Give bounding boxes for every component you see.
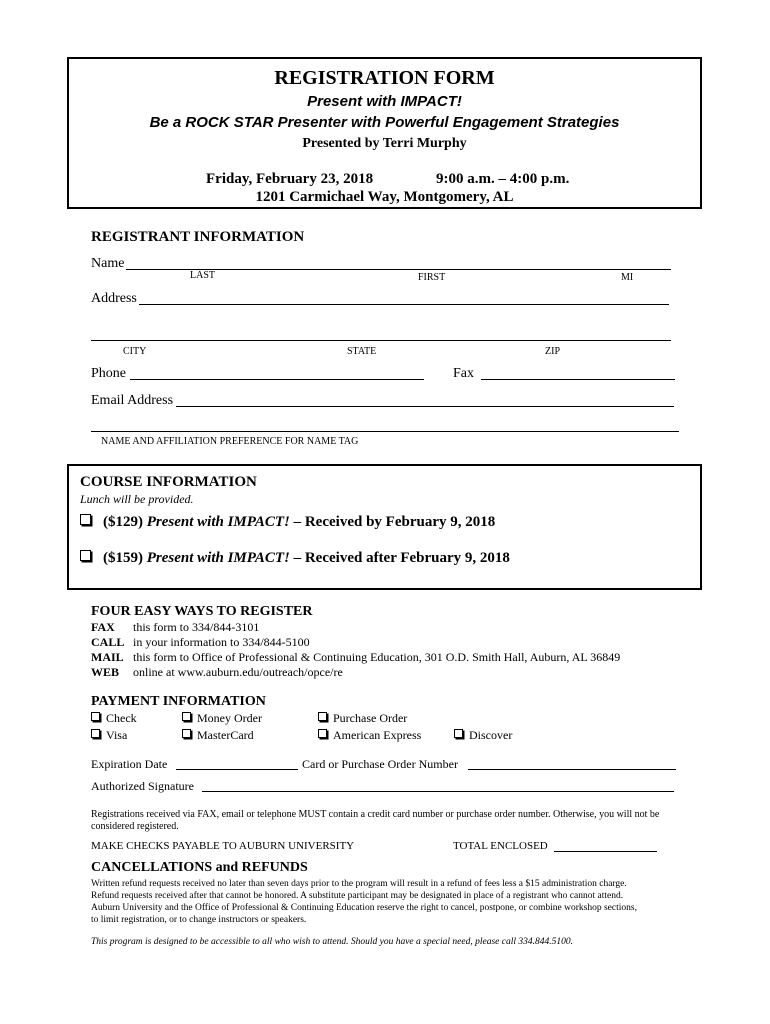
checkbox-icon[interactable]: [454, 729, 463, 738]
header-box: [67, 57, 702, 209]
checkbox-icon[interactable]: [182, 729, 191, 738]
checkbox-icon[interactable]: [318, 729, 327, 738]
zip-label: ZIP: [545, 346, 560, 357]
program-tagline: Be a ROCK STAR Presenter with Powerful Engagement Strategies: [149, 114, 620, 131]
policy-line: Written refund requests received no later than seven days prior to the program will result in a refund of fees less a $15 administration charge.: [91, 879, 627, 889]
mi-label: MI: [621, 272, 634, 283]
money-order-option[interactable]: Money Order: [182, 711, 262, 726]
email-field[interactable]: [176, 406, 674, 407]
policy-line: Refund requests received after that cannot be honored. A substitute participant may be designated in place of a registrant who cannot attend.: [91, 891, 624, 901]
course-heading: COURSE INFORMATION: [80, 474, 257, 490]
form-title: REGISTRATION FORM: [274, 67, 495, 89]
total-field[interactable]: [554, 851, 657, 852]
course-box: [67, 464, 702, 590]
check-option[interactable]: Check: [91, 711, 137, 726]
checkbox-icon[interactable]: [91, 729, 100, 738]
name-label: Name: [91, 256, 125, 271]
city-label: CITY: [123, 346, 147, 357]
discover-option[interactable]: Discover: [454, 728, 512, 743]
cancellations-body: [91, 878, 691, 926]
event-location: 1201 Carmichael Way, Montgomery, AL: [255, 189, 514, 205]
nametag-field[interactable]: [91, 431, 679, 432]
course-option[interactable]: [80, 550, 510, 567]
course-title: Present with IMPACT!: [146, 514, 290, 530]
expiration-field[interactable]: [176, 769, 298, 770]
lunch-note: Lunch will be provided.: [80, 492, 194, 506]
payment-notice: Registrations received via FAX, email or telephone MUST contain a credit card number or purchase order number. Otherwise, you will not be considered registered.: [91, 809, 660, 832]
fax-label: Fax: [453, 366, 474, 381]
mastercard-option[interactable]: MasterCard: [182, 728, 254, 743]
card-po-field[interactable]: [468, 769, 676, 770]
first-label: FIRST: [418, 272, 446, 283]
total-label: TOTAL ENCLOSED: [453, 840, 548, 852]
signature-label: Authorized Signature: [91, 779, 194, 793]
signature-field[interactable]: [202, 791, 674, 792]
checkbox-icon[interactable]: [318, 712, 327, 721]
last-label: LAST: [190, 270, 215, 281]
course-title: Present with IMPACT!: [146, 550, 290, 566]
course-deadline: – Received by February 9, 2018: [293, 514, 496, 530]
policy-line: Auburn University and the Office of Professional & Continuing Education reserve the right to cancel, postpone, or combine workshop sections,: [91, 903, 637, 913]
email-label: Email Address: [91, 393, 174, 408]
phone-label: Phone: [91, 366, 126, 381]
purchase-order-option[interactable]: Purchase Order: [318, 711, 407, 726]
course-price: ($159): [103, 550, 143, 566]
expiration-label: Expiration Date: [91, 757, 168, 771]
state-label: STATE: [347, 346, 377, 357]
event-date: Friday, February 23, 2018: [206, 171, 374, 187]
fax-field[interactable]: [481, 379, 675, 380]
payable-note: MAKE CHECKS PAYABLE TO AUBURN UNIVERSITY: [91, 840, 355, 852]
checkbox-icon[interactable]: [80, 550, 91, 561]
visa-option[interactable]: Visa: [91, 728, 127, 743]
course-deadline: – Received after February 9, 2018: [293, 550, 510, 566]
course-option[interactable]: [80, 514, 495, 531]
cancellations-heading: CANCELLATIONS and REFUNDS: [91, 860, 308, 875]
amex-option[interactable]: American Express: [318, 728, 421, 743]
checkbox-icon[interactable]: [80, 514, 91, 525]
program-subtitle: Present with IMPACT!: [307, 93, 462, 110]
address-label: Address: [91, 291, 137, 306]
ways-heading: FOUR EASY WAYS TO REGISTER: [91, 604, 313, 619]
registrant-heading: REGISTRANT INFORMATION: [91, 229, 305, 245]
course-price: ($129): [103, 514, 143, 530]
nametag-label: NAME AND AFFILIATION PREFERENCE FOR NAME TAG: [101, 436, 359, 447]
payment-heading: PAYMENT INFORMATION: [91, 694, 266, 709]
checkbox-icon[interactable]: [91, 712, 100, 721]
event-time: 9:00 a.m. – 4:00 p.m.: [436, 171, 570, 187]
address-field[interactable]: [139, 304, 669, 305]
presenter: Presented by Terri Murphy: [302, 136, 467, 151]
checkbox-icon[interactable]: [182, 712, 191, 721]
policy-line: to limit registration, or to change instructors or speakers.: [91, 915, 307, 925]
accessibility-note: This program is designed to be accessible to all who wish to attend. Should you have a special need, please call 334.844.5100.: [91, 937, 573, 947]
card-po-label: Card or Purchase Order Number: [302, 757, 458, 771]
phone-field[interactable]: [130, 379, 424, 380]
city-state-zip-field[interactable]: [91, 340, 671, 341]
